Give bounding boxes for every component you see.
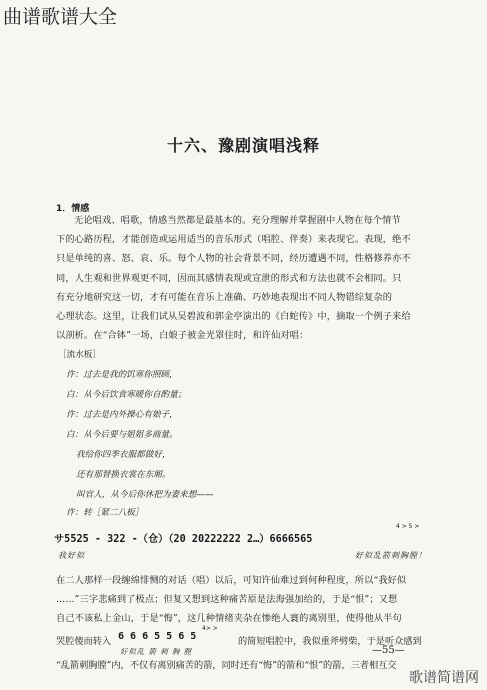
site-header-title: 曲谱歌谱大全 <box>3 6 118 28</box>
inline-text-prefix: 哭腔傻而转入 <box>56 636 112 647</box>
text-line: ……”三字悲痛到了极点；但复又想到这种痛苦原是法海强加给的，于是“恨”；又想 <box>56 594 398 606</box>
notation-lyric-left: 我好似 <box>58 551 85 560</box>
intro-paragraph <box>56 211 436 345</box>
closing-line: “乱箭刺胸膛”内，不仅有离别痛苦的箭，同时还有“悔”的箭和“恨”的箭，三者相互交 <box>56 660 397 671</box>
body-paragraph <box>56 571 436 629</box>
text-line: 下的心路历程，才能创造或运用适当的音乐形式（唱腔、伴奏）来表现它。表现，绝不 <box>56 234 411 246</box>
text-line: 无论唱戏、唱歌，情感当然都是最基本的。充分理解并掌握剧中人物在每个情节 <box>74 215 401 226</box>
text-line: 在二人那样一段缠绵悱恻的对话（唱）以后，可知许仙难过到何种程度，所以“我好似 <box>56 575 407 586</box>
inline-jianpu-notation: 6 6 6 5 5 6 5 <box>118 631 197 642</box>
text-line: 只是单纯的喜、怒、哀、乐。每个人物的社会背景不同，经历遭遇不同，性格修养亦不 <box>56 253 411 265</box>
lyric-line: 白：从今后饮食寒暖你自酌量； <box>66 390 187 400</box>
lyric-line: 我给你四季衣服都做好， <box>76 450 171 460</box>
text-line: 以剖析。在“合钵”一场，白娘子被金光罩住时，和许仙对唱： <box>56 330 309 342</box>
lyric-line: 叫官人，从今后你休把为妻来想—— <box>76 490 214 500</box>
notation-ornament-marks: 4 > 5 > <box>396 523 420 530</box>
site-watermark: 歌谱简谱网 <box>409 670 479 686</box>
lyric-line: 还有那替换衣裳在东厢。 <box>76 470 171 480</box>
chapter-title: 十六、豫剧演唱浅释 <box>166 136 320 155</box>
inline-notation-marks: 4> > <box>202 625 218 632</box>
jianpu-notation-line: サ5525 - 322 -（仓）（20 20222222 2…）6666565 <box>54 534 313 545</box>
notation-lyric-right: 好似乱箭刺胸膛！ <box>355 551 427 560</box>
lyric-line: 许：过去是内外操心有娘子， <box>66 410 178 420</box>
text-line: 有充分地研究这一切，才有可能在音乐上准确、巧妙地表现出不同人物错综复杂的 <box>56 291 393 303</box>
inline-text-suffix: 的简短唱腔中，我似重斧劈柴，于是听众感到 <box>238 636 422 647</box>
page-number: —55— <box>372 645 405 656</box>
text-line: 同，人生观和世界观更不同，因而其感情表现或宣泄的形式和方法也就不会相同。只 <box>56 272 402 284</box>
section-heading: 1．情感 <box>56 204 90 214</box>
text-line: 自己不该私上金山，于是“悔”，这几种情绪夹杂在惨绝人寰的离别里，使得他从半句 <box>56 613 402 625</box>
lyric-line: ［流水板］ <box>58 350 101 360</box>
text-line: 心理状态。这里，让我们试从吴碧波和郭金亭演出的《白蛇传》中，摘取一个例子来给 <box>56 311 411 323</box>
lyric-line: 白：从今后要与姐姐多商量。 <box>66 430 178 440</box>
lyric-line: 许：过去是我的饥寒你照顾， <box>66 370 178 380</box>
inline-notation-lyric: 好似乱 箭 刺 胸 膛 <box>120 647 193 656</box>
lyric-line: 许：转［紧二八板］ <box>66 508 144 518</box>
